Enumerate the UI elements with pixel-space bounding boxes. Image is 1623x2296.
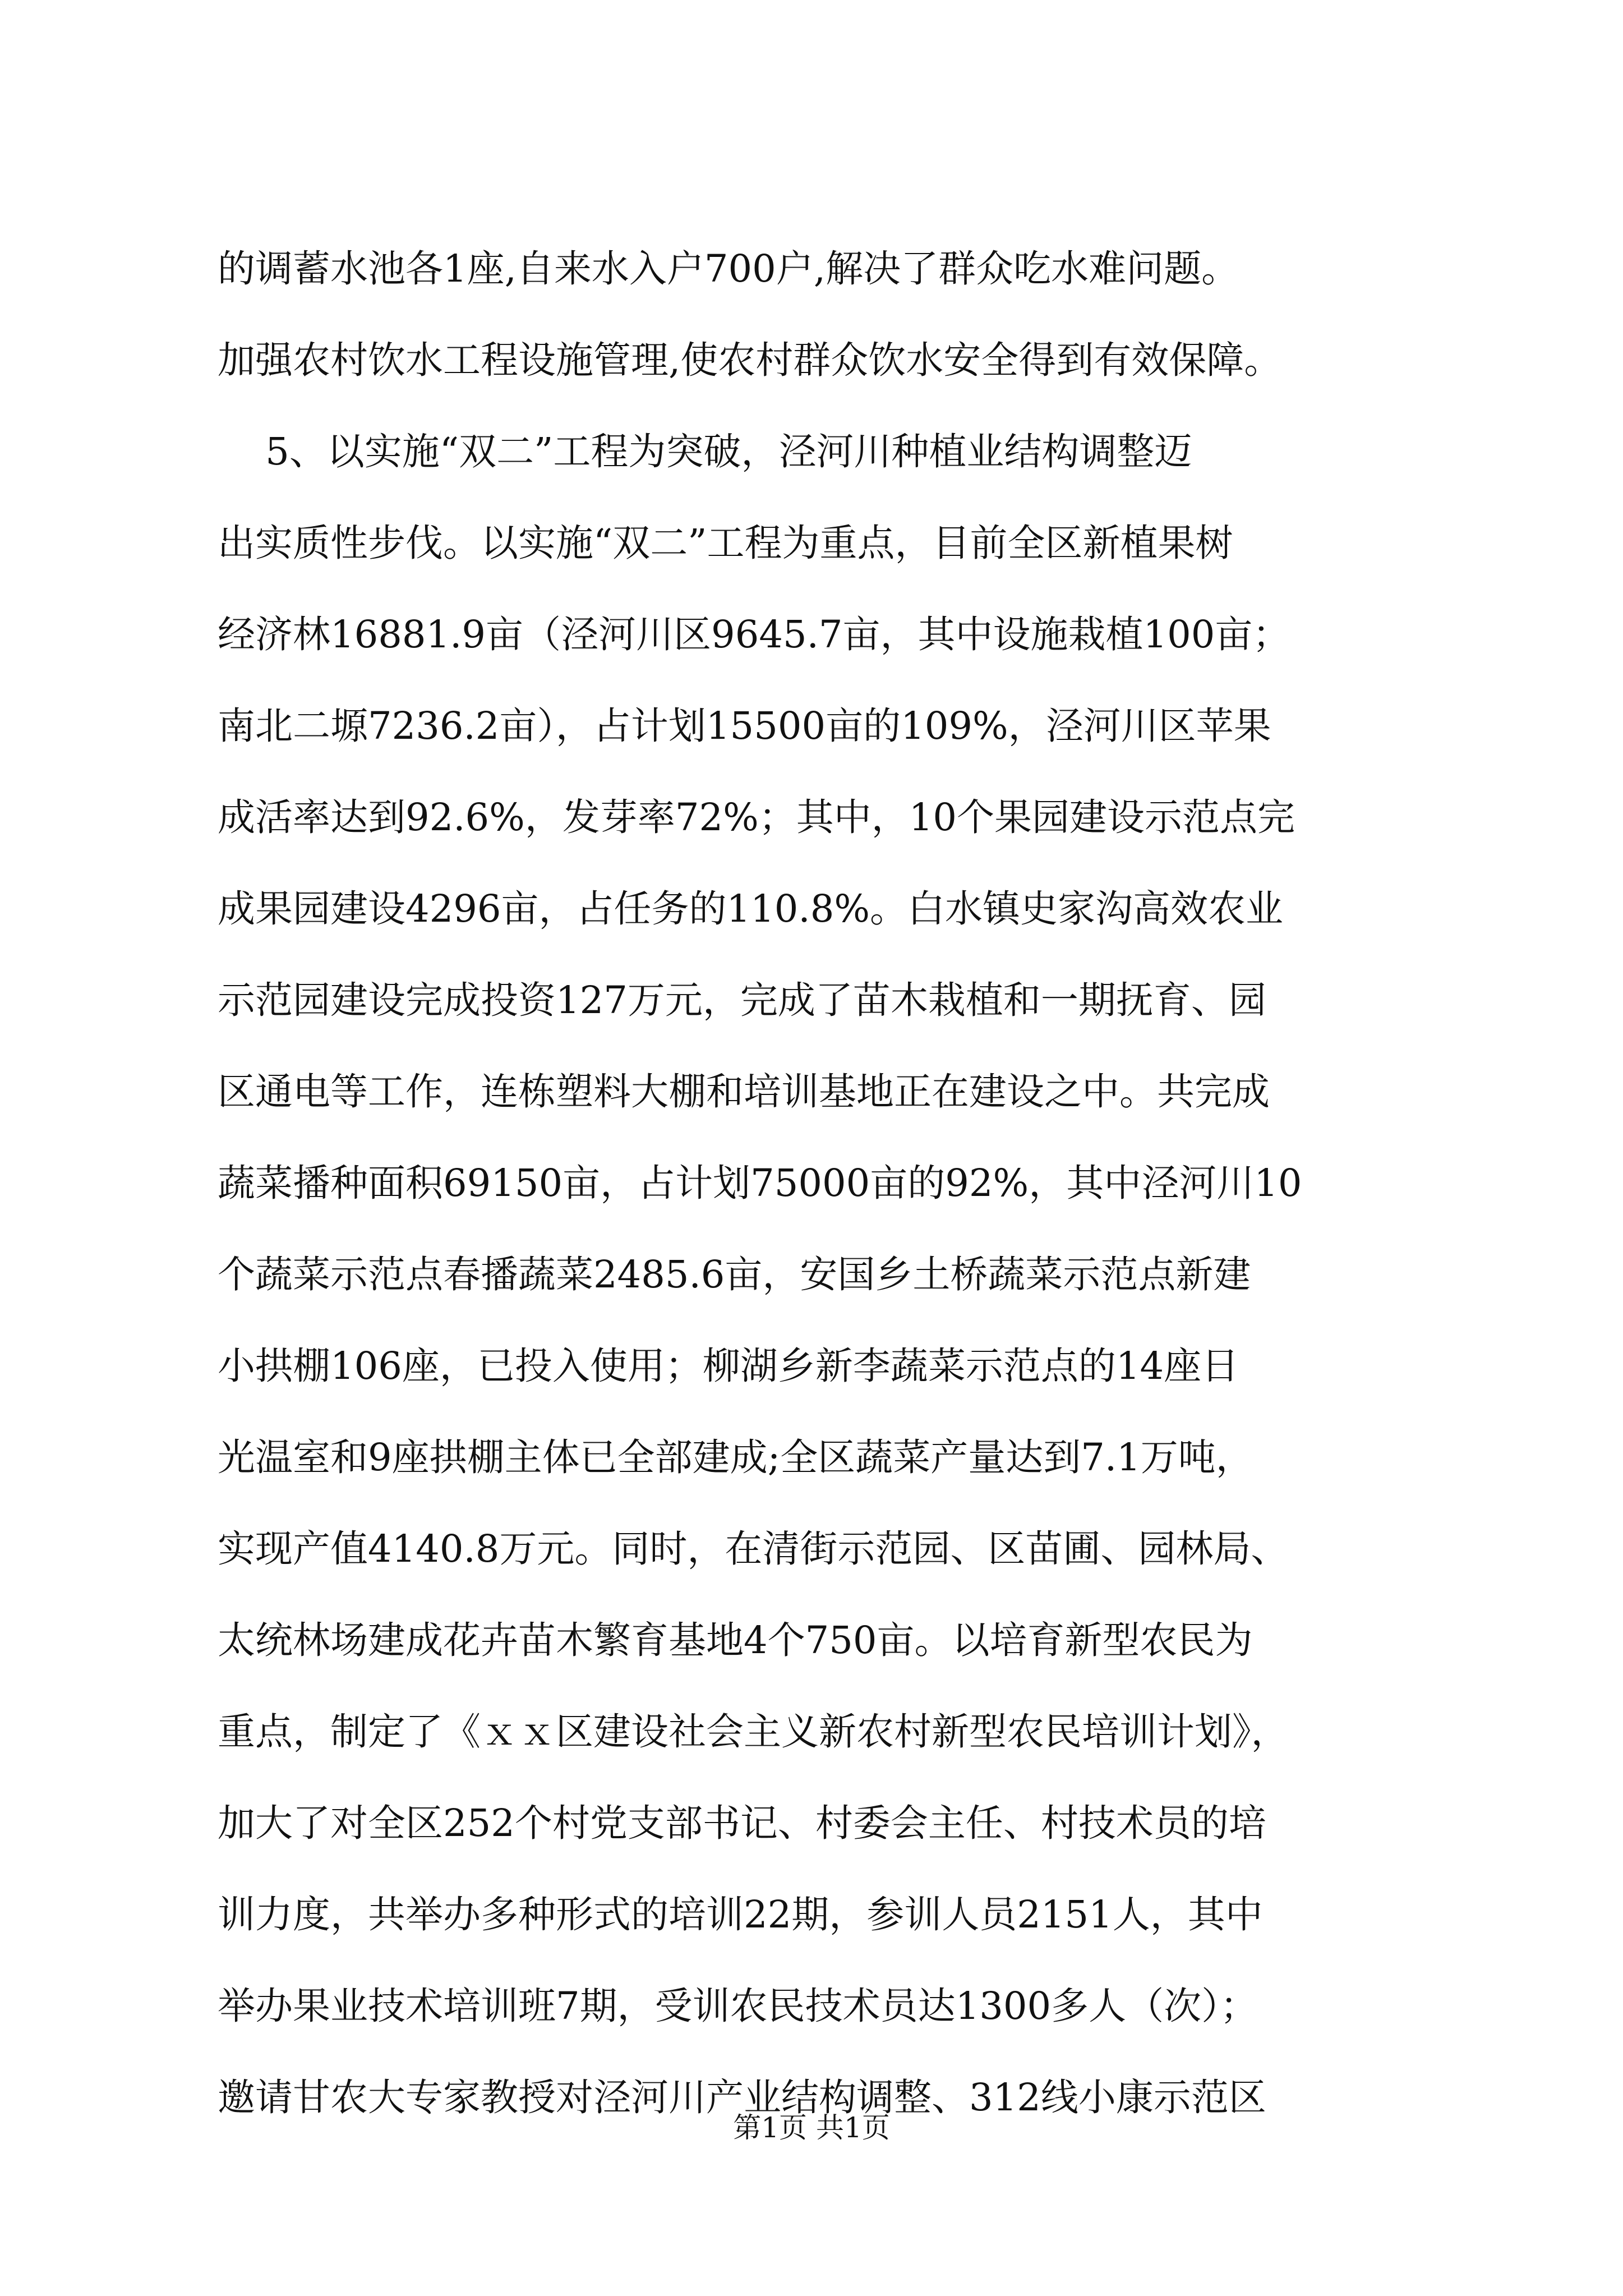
text-line: 光温室和9座拱棚主体已全部建成;全区蔬菜产量达到7.1万吨， (218, 1435, 1253, 1479)
text-line: 举办果业技术培训班7期，受训农民技术员达1300多人（次）； (218, 1984, 1258, 2028)
text-line: 南北二塬7236.2亩），占计划15500亩的109%，泾河川区苹果 (218, 704, 1271, 748)
text-line: 5、以实施“双二”工程为突破，泾河川种植业结构调整迈 (218, 430, 1192, 473)
text-line: 小拱棚106座，已投入使用；柳湖乡新李蔬菜示范点的14座日 (218, 1344, 1239, 1388)
text-line: 成果园建设4296亩，占任务的110.8%。白水镇史家沟高效农业 (218, 887, 1283, 931)
text-line: 重点，制定了《ｘｘ区建设社会主义新农村新型农民培训计划》， (218, 1710, 1289, 1754)
text-line: 训力度，共举办多种形式的培训22期，参训人员2151人，其中 (218, 1893, 1263, 1936)
text-line: 加强农村饮水工程设施管理,使农村群众饮水安全得到有效保障。 (218, 338, 1282, 382)
text-line: 实现产值4140.8万元。同时，在清街示范园、区苗圃、园林局、 (218, 1527, 1289, 1571)
text-line: 加大了对全区252个村党支部书记、村委会主任、村技术员的培 (218, 1801, 1266, 1845)
text-line: 蔬菜播种面积69150亩，占计划75000亩的92%，其中泾河川10 (218, 1161, 1302, 1205)
text-line: 区通电等工作，连栋塑料大棚和培训基地正在建设之中。共完成 (218, 1070, 1270, 1114)
text-line: 示范园建设完成投资127万元，完成了苗木栽植和一期抚育、园 (218, 978, 1266, 1022)
text-line: 成活率达到92.6%，发芽率72%；其中，10个果园建设示范点完 (218, 795, 1295, 839)
text-line: 邀请甘农大专家教授对泾河川产业结构调整、312线小康示范区 (218, 2076, 1266, 2119)
text-line: 经济林16881.9亩（泾河川区9645.7亩，其中设施栽植100亩； (218, 613, 1290, 656)
text-line: 个蔬菜示范点春播蔬菜2485.6亩，安国乡土桥蔬菜示范点新建 (218, 1253, 1251, 1296)
text-line: 的调蓄水池各1座,自来水入户700户,解决了群众吃水难问题。 (218, 247, 1239, 291)
document-body (218, 223, 1435, 2143)
page-footer: 第1页 共1页 (733, 2111, 890, 2144)
text-line: 太统林场建成花卉苗木繁育基地4个750亩。以培育新型农民为 (218, 1618, 1253, 1662)
text-line: 出实质性步伐。以实施“双二”工程为重点，目前全区新植果树 (218, 521, 1233, 565)
